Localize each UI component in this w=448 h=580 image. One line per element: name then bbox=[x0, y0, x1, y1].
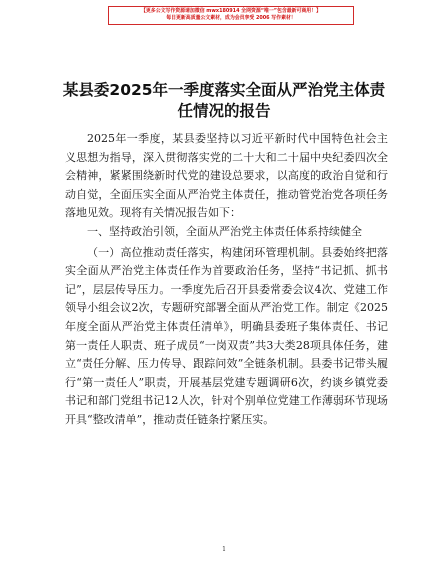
intro-paragraph: 2025年一季度，某县委坚持以习近平新时代中国特色社会主义思想为指导，深入贯彻落实党的二十大和二十届中央纪委四次全会精神，紧紧围绕新时代党的建设总要求，以高度的政治自觉和行动自觉，全面压实全面从严治党主体责任，推动管党治党各项任务落地见效。现将有关情况报告如下： bbox=[65, 132, 388, 220]
section-heading: 一、坚持政治引领，全面从严治党主体责任体系持续健全 bbox=[87, 224, 362, 238]
document-body bbox=[65, 130, 388, 430]
subsection-paragraph: （一）高位推动责任落实，构建闭环管理机制。县委始终把落实全面从严治党主体责任作为首要政治任务，坚持“书记抓、抓书记”，层层传导压力。一季度先后召开县委常委会议4次、党建工作领导小组会议2次，专题研究部署全面从严治党工作。制定《2025年度全面从严治党主体责任清单》，明确县委班子集体责任、书记第一责任人职责、班子成员“一岗双责”共3大类28项具体任务，建立“责任分解、压力传导、跟踪问效”全链条机制。县委书记带头履行“第一责任人”职责，开展基层党建专题调研6次，约谈乡镇党委书记和部门党组书记12人次，针对个别单位党建工作薄弱环节现场开具“整改清单”，推动责任链条拧紧压实。 bbox=[65, 245, 388, 426]
promo-banner bbox=[108, 6, 354, 25]
document-title: 某县委2025年一季度落实全面从严治党主体责任情况的报告 bbox=[62, 81, 386, 120]
page-number: 1 bbox=[222, 546, 226, 553]
promo-banner-line-2: 每日更新高质量公文素材，成为会员享受 2006 写作素材！ bbox=[166, 15, 296, 21]
promo-banner-line-1: 【更多公文写作资源请加微信 mwx180914 全网资源“唯一”包含最新可商用！】 bbox=[141, 8, 321, 14]
